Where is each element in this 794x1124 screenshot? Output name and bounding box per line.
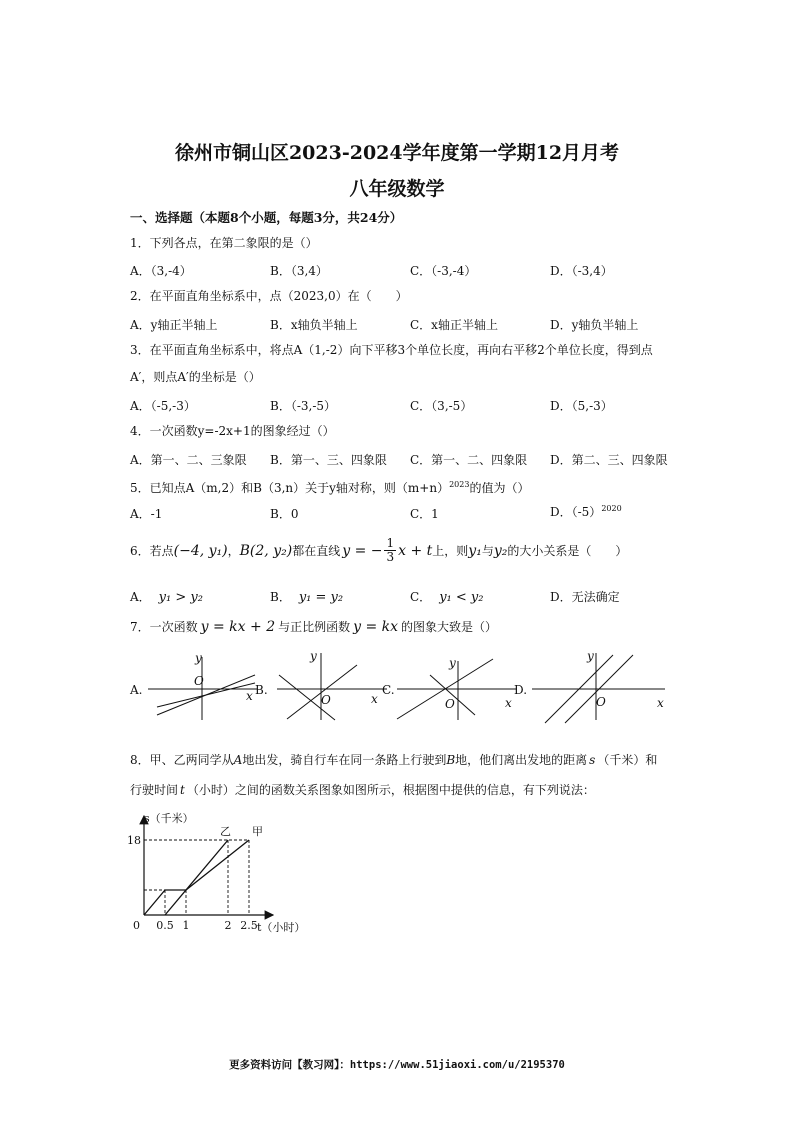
q7-function-2: y = kx [353, 619, 399, 635]
q4-option-b: B．第一、三、四象限 [270, 453, 387, 467]
q7-label-b: B. [255, 683, 268, 697]
footer-link[interactable]: 更多资料访问【教习网】：https://www.51jiaoxi.com/u/2195370 [229, 1059, 565, 1071]
q7-d-y-label: y [587, 649, 594, 663]
q8-series-label: 甲 [252, 825, 263, 838]
q7-b-x-label: x [371, 692, 378, 706]
q6-line-rhs: x + t [398, 542, 433, 559]
q6-option-b-math: y₁ = y₂ [298, 590, 344, 605]
q7-b-line-2 [287, 665, 357, 719]
q3-option-c: C．（3,-5） [410, 399, 473, 413]
q7-option-graphs [125, 645, 670, 725]
q5-option-c: C．1 [410, 507, 439, 521]
q6-text-4: 上，则 [432, 543, 469, 558]
q3-stem-line1: 3．在平面直角坐标系中，将点A（1,-2）向下平移3个单位长度，再向右平移2个单位长度，得到点 [130, 343, 653, 357]
q8-stem-line1 [130, 753, 657, 767]
q6-option-c [410, 588, 483, 605]
q6-option-b-label: B． [270, 590, 291, 604]
q7-b-origin-label: O [321, 693, 331, 707]
q6-line-lhs: y = − [342, 542, 383, 559]
q6-fraction [384, 537, 396, 564]
q6-y2: y₂ [493, 542, 508, 559]
q1-option-c: C．（-3,-4） [410, 264, 477, 278]
q7-c-x-label: x [505, 696, 512, 710]
q8-stem-line2 [130, 783, 595, 797]
q7-d-origin-label: O [596, 695, 606, 709]
q8-y-tick-label: 18 [127, 834, 141, 847]
q2-option-d: D．y轴负半轴上 [550, 318, 639, 332]
q4-option-d: D．第二、三、四象限 [550, 453, 668, 467]
q8-point-b: B [446, 753, 456, 767]
q8-text-1a: 8．甲、乙两同学从 [130, 753, 234, 767]
q7-label-a: A. [130, 683, 143, 697]
q7-graph-d [532, 653, 665, 723]
q7-text-2: 与正比例函数 [278, 620, 351, 634]
q2-option-c: C．x轴正半轴上 [410, 318, 498, 332]
q8-x-tick-label: 2 [224, 919, 232, 932]
q8-var-t: t [180, 783, 185, 797]
q8-x-tick-label: 0.5 [156, 919, 174, 932]
q5-option-d [550, 503, 622, 520]
q7-label-d: D. [514, 683, 528, 697]
q7-a-origin-label: O [194, 674, 204, 688]
q6-text-2: ， [227, 543, 240, 558]
q5-option-d-base: D．（-5） [550, 505, 602, 519]
q2-option-a: A．y轴正半轴上 [130, 318, 218, 332]
q6-point-b: B(2, y₂) [239, 542, 293, 559]
q6-text-3: 都在直线 [292, 543, 341, 558]
q6-text-1: 6．若点 [130, 543, 174, 558]
q7-c-y-label: y [449, 656, 456, 670]
q6-fraction-denominator: 3 [386, 550, 395, 564]
q3-option-a: A．（-5,-3） [130, 399, 196, 413]
q8-text-1c: 地，他们离出发地的距离 [455, 753, 588, 767]
q5-option-d-exponent: 2020 [601, 504, 622, 513]
q4-option-c: C．第一、二、四象限 [410, 453, 528, 467]
q2-option-b: B．x轴负半轴上 [270, 318, 358, 332]
q5-stem [130, 478, 529, 495]
q6-point-a: (−4, y₁) [173, 542, 228, 559]
q6-option-c-label: C． [410, 590, 432, 604]
q6-option-d: D．无法确定 [550, 590, 620, 604]
q8-text-2b: （小时）之间的函数关系图象如图所示，根据图中提供的信息，有下列说法： [186, 783, 595, 797]
q7-graph-b [277, 653, 387, 720]
q5-stem-pre: 5．已知点A（m,2）和B（3,n）关于y轴对称，则（m+n） [130, 481, 450, 495]
q8-text-2a: 行驶时间 [130, 783, 179, 797]
q1-option-a: A．（3,-4） [130, 264, 192, 278]
q8-distance-time-chart [125, 808, 325, 936]
q2-stem: 2．在平面直角坐标系中，点（2023,0）在（ ） [130, 289, 408, 303]
q8-x-axis-label: t（小时） [257, 921, 306, 934]
q8-series-yi [165, 840, 228, 915]
q4-stem: 4．一次函数y=-2x+1的图象经过（） [130, 424, 335, 438]
q7-graph-a [148, 657, 257, 720]
q7-text-1: 7．一次函数 [130, 620, 198, 634]
q8-var-s: s [589, 753, 596, 767]
q6-option-c-math: y₁ < y₂ [439, 590, 484, 605]
q1-stem: 1．下列各点，在第二象限的是（） [130, 236, 318, 250]
q7-a-x-label: x [246, 689, 253, 703]
section-heading: 一、选择题（本题8个小题，每题3分，共24分） [130, 210, 403, 225]
q6-option-a [130, 588, 203, 605]
q8-y-axis-label: s（千米） [144, 812, 194, 825]
q1-option-b: B．（3,4） [270, 264, 328, 278]
q1-option-d: D．（-3,4） [550, 264, 613, 278]
q7-c-origin-label: O [445, 697, 455, 711]
q7-b-y-label: y [310, 649, 317, 663]
q3-option-d: D．（5,-3） [550, 399, 613, 413]
q7-a-y-label: y [195, 651, 202, 665]
q7-graph-c [397, 659, 517, 720]
q3-stem-line2: A′，则点A′的坐标是（） [130, 370, 261, 384]
q6-stem [130, 537, 627, 564]
q7-d-x-label: x [657, 696, 664, 710]
q8-x-tick-label: 2.5 [240, 919, 258, 932]
q8-text-1d: （千米）和 [597, 753, 658, 767]
q6-option-a-label: A． [130, 590, 151, 604]
q6-option-b [270, 588, 343, 605]
q5-option-b: B．0 [270, 507, 299, 521]
page-subtitle: 八年级数学 [349, 178, 445, 200]
q7-text-3: 的图象大致是（） [401, 620, 498, 634]
q8-x-tick-label: 1 [182, 919, 190, 932]
q5-option-a: A．-1 [130, 507, 163, 521]
q7-function-1: y = kx + 2 [200, 619, 276, 635]
q8-text-1b: 地出发，骑自行车在同一条路上行驶到 [242, 753, 447, 767]
q6-y1: y₁ [468, 542, 482, 559]
q6-text-6: 的大小关系是（ ） [507, 543, 628, 558]
page-title: 徐州市铜山区2023-2024学年度第一学期12月月考 [174, 142, 620, 164]
q8-series-label: 乙 [220, 825, 231, 838]
q6-option-a-math: y₁ > y₂ [158, 590, 203, 605]
q5-stem-exponent: 2023 [449, 480, 470, 489]
q5-stem-post: 的值为（） [469, 481, 530, 495]
q7-a-line-2 [157, 683, 255, 707]
q6-text-5: 与 [481, 543, 494, 558]
q8-point-a: A [233, 753, 243, 767]
q4-option-a: A．第一、二、三象限 [130, 453, 247, 467]
q7-label-c: C. [382, 683, 395, 697]
q6-fraction-numerator: 1 [386, 536, 395, 550]
q8-x-tick-label: 0 [133, 919, 140, 932]
q7-stem [130, 620, 497, 634]
q3-option-b: B．（-3,-5） [270, 399, 337, 413]
